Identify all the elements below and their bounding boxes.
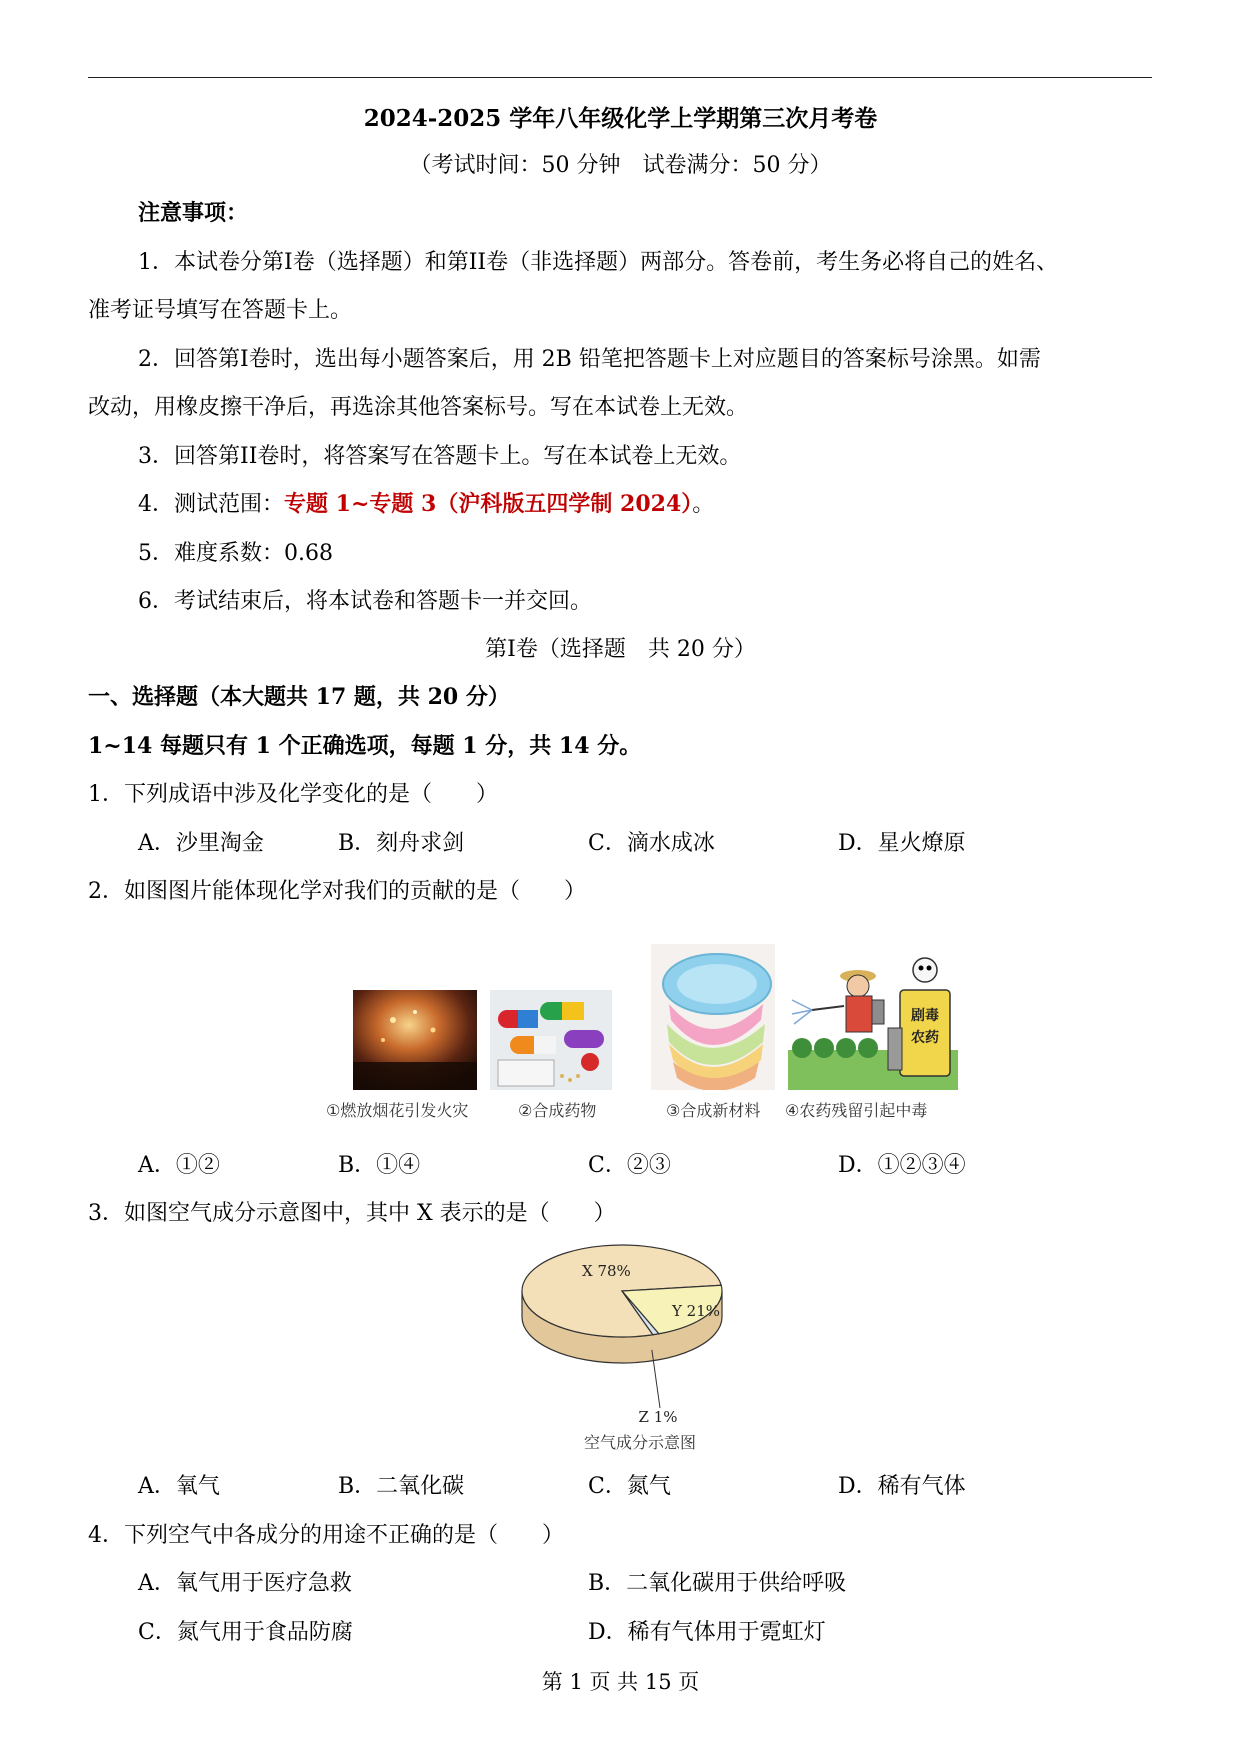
part-heading: 一、选择题（本大题共 17 题，共 20 分） xyxy=(88,684,510,710)
notice-heading: 注意事项： xyxy=(138,200,249,226)
fireworks-fire-image xyxy=(353,990,477,1090)
pesticide-cartoon-image xyxy=(788,950,958,1090)
pie-label-y: Y 21% xyxy=(672,1302,721,1320)
part-instruction: 1~14 每题只有 1 个正确选项，每题 1 分，共 14 分。 xyxy=(88,733,642,759)
notice-item-2: 2．回答第I卷时，选出每小题答案后，用 2B 铅笔把答题卡上对应题目的答案标号涂黑。如需 xyxy=(138,347,1041,372)
notice-item-6: 6．考试结束后，将本试卷和答题卡一并交回。 xyxy=(138,589,592,614)
question-3-option-a: A．氧气 xyxy=(138,1474,220,1499)
notice-item-1: 1．本试卷分第I卷（选择题）和第II卷（非选择题）两部分。答卷前，考生务必将自己的姓名、 xyxy=(138,250,1059,275)
question-2-stem: 2．如图图片能体现化学对我们的贡献的是（ ） xyxy=(88,879,586,904)
question-4-option-a: A．氧气用于医疗急救 xyxy=(138,1571,352,1596)
question-1-option-a: A．沙里淘金 xyxy=(138,831,264,856)
question-3-stem: 3．如图空气成分示意图中，其中 X 表示的是（ ） xyxy=(88,1201,616,1226)
header-rule xyxy=(88,77,1152,78)
page-footer: 第 1 页 共 15 页 xyxy=(541,1670,700,1694)
pie-label-z: Z 1% xyxy=(638,1408,678,1426)
page-title: 2024-2025 学年八年级化学上学期第三次月考卷 xyxy=(363,105,878,132)
image-caption-1: ①燃放烟花引发火灾 xyxy=(326,1101,469,1120)
exam-subtitle: （考试时间：50 分钟 试卷满分：50 分） xyxy=(409,153,832,178)
notice-item-4-suffix: 。 xyxy=(692,492,715,517)
notice-item-4 xyxy=(138,487,714,518)
notice-item-4-prefix: 4．测试范围： xyxy=(138,492,284,517)
question-1-option-d: D．星火燎原 xyxy=(838,831,966,856)
question-1-option-c: C．滴水成冰 xyxy=(588,831,715,856)
pie-chart-title: 空气成分示意图 xyxy=(583,1433,697,1452)
notice-item-1-cont: 准考证号填写在答题卡上。 xyxy=(88,298,353,323)
image-caption-3: ③合成新材料 xyxy=(666,1101,761,1120)
notice-item-3: 3．回答第II卷时，将答案写在答题卡上。写在本试卷上无效。 xyxy=(138,444,742,469)
notice-item-2-cont: 改动，用橡皮擦干净后，再选涂其他答案标号。写在本试卷上无效。 xyxy=(88,395,749,420)
section-title: 第I卷（选择题 共 20 分） xyxy=(485,637,756,662)
air-composition-pie-chart xyxy=(520,1236,760,1456)
notice-item-5: 5．难度系数：0.68 xyxy=(138,541,333,566)
pesticide-sign-text: 剧毒农药 xyxy=(911,1008,939,1046)
image-caption-4: ④农药残留引起中毒 xyxy=(785,1101,928,1120)
image-caption-2: ②合成药物 xyxy=(518,1101,597,1120)
question-1-option-b: B．刻舟求剑 xyxy=(338,831,465,856)
question-1-stem: 1．下列成语中涉及化学变化的是（ ） xyxy=(88,782,498,807)
medicine-capsules-image xyxy=(490,990,612,1090)
question-4-option-c: C．氮气用于食品防腐 xyxy=(138,1620,353,1645)
question-2-option-d: D．①②③④ xyxy=(838,1153,966,1178)
question-3-option-c: C．氮气 xyxy=(588,1474,671,1499)
test-range: 专题 1~专题 3（沪科版五四学制 2024） xyxy=(284,491,693,517)
question-2-option-b: B．①④ xyxy=(338,1153,421,1178)
question-3-option-d: D．稀有气体 xyxy=(838,1474,966,1499)
question-4-option-b: B．二氧化碳用于供给呼吸 xyxy=(588,1571,847,1596)
pie-label-x: X 78% xyxy=(582,1262,631,1280)
question-2-option-a: A．①② xyxy=(138,1153,220,1178)
plastic-basins-image xyxy=(651,944,775,1090)
question-2-option-c: C．②③ xyxy=(588,1153,671,1178)
question-4-stem: 4．下列空气中各成分的用途不正确的是（ ） xyxy=(88,1523,564,1548)
question-4-option-d: D．稀有气体用于霓虹灯 xyxy=(588,1620,826,1645)
question-3-option-b: B．二氧化碳 xyxy=(338,1474,465,1499)
